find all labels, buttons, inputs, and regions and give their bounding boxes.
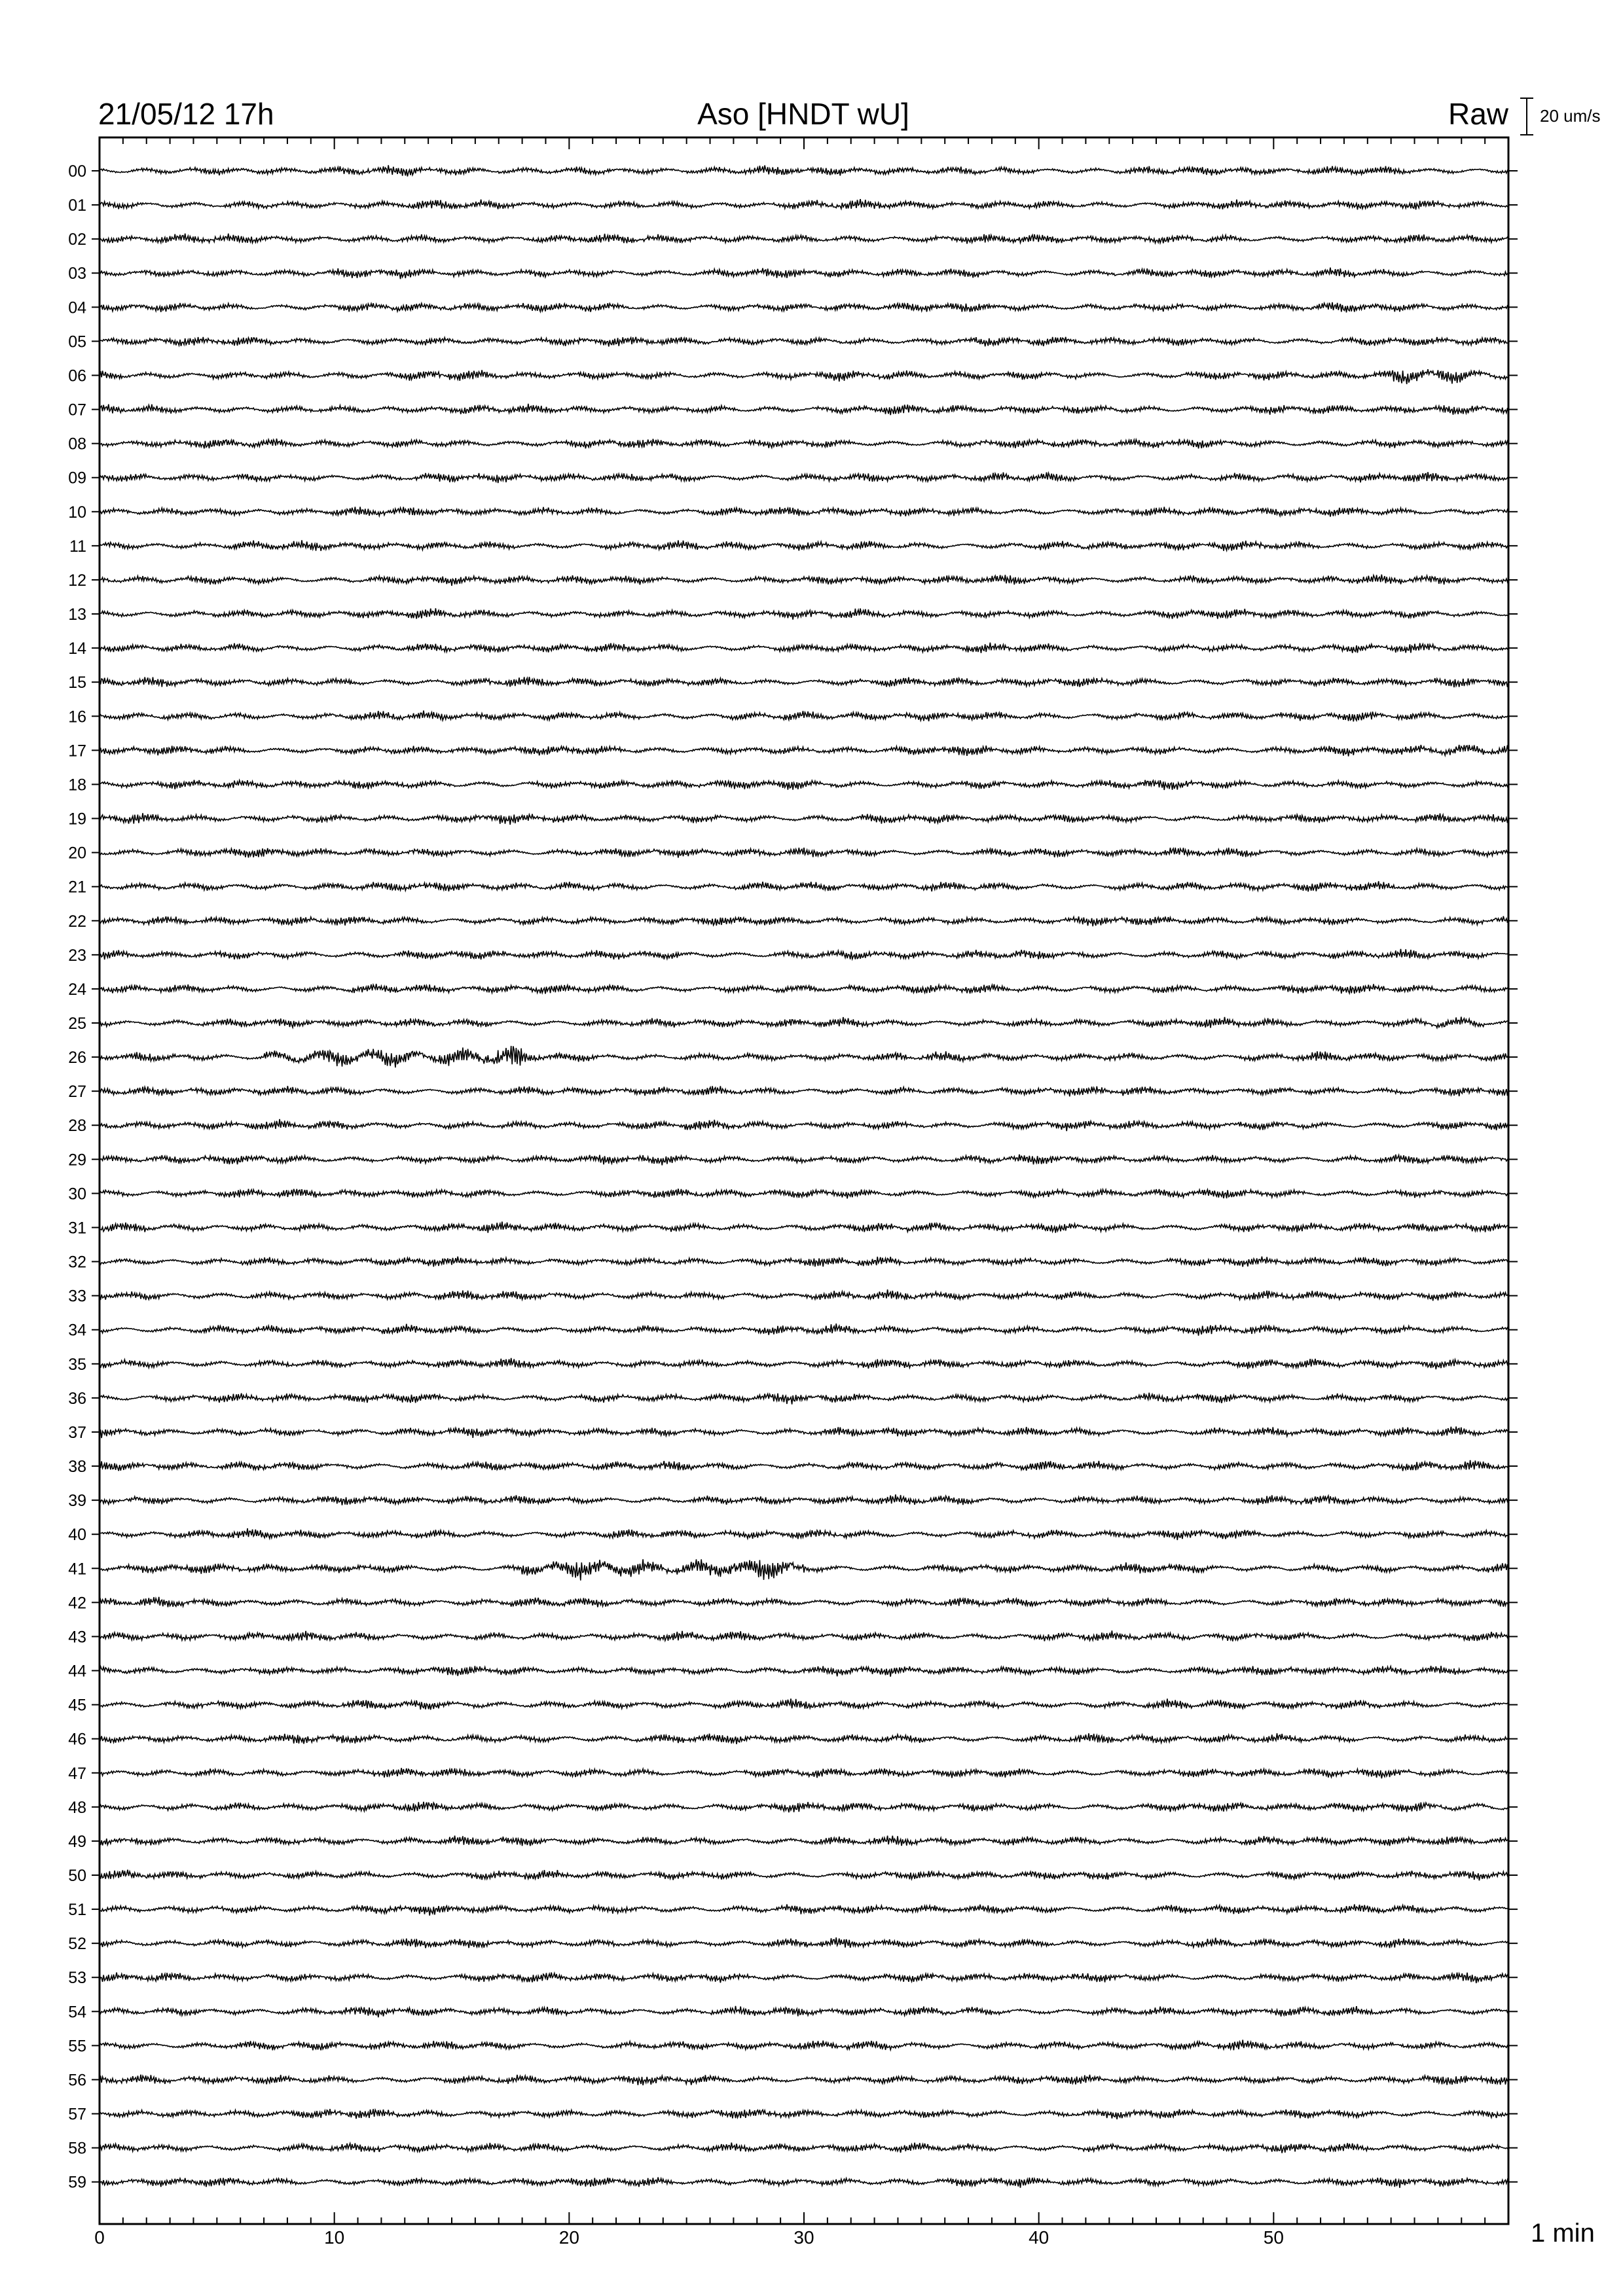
row-label: 07 bbox=[68, 401, 86, 420]
row-label: 51 bbox=[68, 1901, 86, 1920]
trace-row-07 bbox=[100, 404, 1508, 415]
row-label: 06 bbox=[68, 367, 86, 386]
x-axis-label: 1 min bbox=[1531, 2219, 1595, 2248]
row-label: 15 bbox=[68, 673, 86, 692]
row-label: 03 bbox=[68, 264, 86, 283]
row-label: 57 bbox=[68, 2105, 86, 2124]
row-label: 42 bbox=[68, 1594, 86, 1613]
trace-row-59 bbox=[100, 2178, 1508, 2188]
trace-row-44 bbox=[100, 1666, 1508, 1677]
row-label: 19 bbox=[68, 810, 86, 829]
row-label: 49 bbox=[68, 1832, 86, 1851]
trace-row-00 bbox=[100, 165, 1508, 176]
trace-row-48 bbox=[100, 1802, 1508, 1812]
row-label: 43 bbox=[68, 1628, 86, 1647]
row-label: 37 bbox=[68, 1423, 86, 1442]
trace-row-17 bbox=[100, 745, 1508, 757]
trace-row-12 bbox=[100, 575, 1508, 586]
trace-row-39 bbox=[100, 1494, 1508, 1505]
trace-row-04 bbox=[100, 302, 1508, 313]
row-label: 10 bbox=[68, 503, 86, 522]
trace-row-43 bbox=[100, 1630, 1508, 1641]
mode-label: Raw bbox=[1448, 97, 1508, 131]
row-label: 54 bbox=[68, 2003, 86, 2022]
row-label: 53 bbox=[68, 1969, 86, 1988]
row-label: 13 bbox=[68, 605, 86, 624]
x-tick-labels bbox=[94, 2227, 1284, 2248]
row-label: 35 bbox=[68, 1355, 86, 1374]
trace-row-41 bbox=[100, 1559, 1508, 1580]
row-label: 00 bbox=[68, 162, 86, 181]
x-tick-label: 40 bbox=[1029, 2227, 1049, 2248]
trace-row-34 bbox=[100, 1323, 1508, 1335]
row-label: 47 bbox=[68, 1764, 86, 1783]
trace-row-46 bbox=[100, 1733, 1508, 1744]
row-label: 48 bbox=[68, 1798, 86, 1817]
trace-row-58 bbox=[100, 2143, 1508, 2153]
trace-row-55 bbox=[100, 2040, 1508, 2051]
seismic-traces bbox=[100, 165, 1508, 2187]
row-label: 21 bbox=[68, 878, 86, 897]
row-label: 26 bbox=[68, 1049, 86, 1067]
row-label: 34 bbox=[68, 1321, 86, 1340]
trace-row-52 bbox=[100, 1937, 1508, 1948]
row-label: 18 bbox=[68, 776, 86, 795]
trace-row-20 bbox=[100, 848, 1508, 857]
row-label: 01 bbox=[68, 196, 86, 215]
trace-row-02 bbox=[100, 234, 1508, 244]
row-label: 08 bbox=[68, 435, 86, 454]
trace-row-40 bbox=[100, 1528, 1508, 1540]
row-label: 24 bbox=[68, 980, 86, 999]
x-tick-label: 0 bbox=[94, 2227, 105, 2248]
x-tick-label: 50 bbox=[1263, 2227, 1284, 2248]
datetime-label: 21/05/12 17h bbox=[98, 97, 274, 131]
row-label: 23 bbox=[68, 946, 86, 965]
trace-row-08 bbox=[100, 439, 1508, 448]
trace-row-23 bbox=[100, 949, 1508, 960]
trace-row-18 bbox=[100, 780, 1508, 790]
trace-row-31 bbox=[100, 1222, 1508, 1233]
trace-row-14 bbox=[100, 643, 1508, 653]
trace-row-03 bbox=[100, 268, 1508, 279]
row-label: 11 bbox=[69, 537, 86, 556]
trace-row-51 bbox=[100, 1905, 1508, 1916]
row-label: 46 bbox=[68, 1730, 86, 1749]
trace-row-56 bbox=[100, 2075, 1508, 2085]
row-labels bbox=[68, 162, 86, 2192]
row-label: 38 bbox=[68, 1458, 86, 1477]
row-ticks bbox=[92, 171, 1518, 2182]
row-label: 22 bbox=[68, 912, 86, 931]
amplitude-scale-bar bbox=[1520, 98, 1601, 135]
trace-row-01 bbox=[100, 199, 1508, 209]
trace-row-38 bbox=[100, 1460, 1508, 1471]
row-label: 32 bbox=[68, 1253, 86, 1272]
trace-row-29 bbox=[100, 1155, 1508, 1166]
row-label: 25 bbox=[68, 1014, 86, 1033]
trace-row-22 bbox=[100, 916, 1508, 927]
trace-row-24 bbox=[100, 984, 1508, 994]
trace-row-28 bbox=[100, 1119, 1508, 1131]
row-label: 17 bbox=[68, 742, 86, 761]
trace-row-25 bbox=[100, 1017, 1508, 1028]
trace-row-21 bbox=[100, 881, 1508, 891]
trace-row-05 bbox=[100, 337, 1508, 347]
trace-row-26 bbox=[100, 1046, 1508, 1067]
row-label: 30 bbox=[68, 1185, 86, 1204]
trace-row-47 bbox=[100, 1768, 1508, 1778]
trace-row-49 bbox=[100, 1836, 1508, 1846]
row-label: 33 bbox=[68, 1287, 86, 1306]
row-label: 12 bbox=[68, 571, 86, 590]
trace-row-30 bbox=[100, 1189, 1508, 1198]
row-label: 28 bbox=[68, 1117, 86, 1136]
trace-row-10 bbox=[100, 507, 1508, 516]
trace-row-50 bbox=[100, 1870, 1508, 1881]
trace-row-54 bbox=[100, 2006, 1508, 2017]
trace-row-32 bbox=[100, 1257, 1508, 1267]
row-label: 09 bbox=[68, 469, 86, 488]
trace-row-06 bbox=[100, 369, 1508, 384]
trace-row-36 bbox=[100, 1393, 1508, 1405]
row-label: 58 bbox=[68, 2139, 86, 2158]
x-tick-label: 30 bbox=[793, 2227, 814, 2248]
trace-row-11 bbox=[100, 540, 1508, 550]
row-label: 27 bbox=[68, 1083, 86, 1102]
trace-row-13 bbox=[100, 608, 1508, 619]
trace-row-16 bbox=[100, 711, 1508, 722]
row-label: 44 bbox=[68, 1662, 86, 1681]
row-label: 02 bbox=[68, 230, 86, 249]
row-label: 29 bbox=[68, 1151, 86, 1170]
row-label: 40 bbox=[68, 1526, 86, 1545]
row-label: 55 bbox=[68, 2037, 86, 2056]
x-tick-label: 20 bbox=[558, 2227, 579, 2248]
station-title: Aso [HNDT wU] bbox=[697, 97, 909, 131]
row-label: 31 bbox=[68, 1219, 86, 1238]
trace-row-53 bbox=[100, 1973, 1508, 1983]
row-label: 20 bbox=[68, 844, 86, 863]
row-label: 59 bbox=[68, 2173, 86, 2192]
trace-row-19 bbox=[100, 813, 1508, 825]
row-label: 52 bbox=[68, 1935, 86, 1954]
row-label: 16 bbox=[68, 708, 86, 726]
row-label: 14 bbox=[68, 639, 86, 658]
row-label: 04 bbox=[68, 298, 86, 317]
row-label: 41 bbox=[68, 1560, 86, 1579]
trace-row-33 bbox=[100, 1289, 1508, 1300]
x-tick-label: 10 bbox=[324, 2227, 345, 2248]
row-label: 36 bbox=[68, 1389, 86, 1408]
trace-row-35 bbox=[100, 1358, 1508, 1369]
trace-row-37 bbox=[100, 1427, 1508, 1439]
trace-row-45 bbox=[100, 1698, 1508, 1710]
row-label: 39 bbox=[68, 1492, 86, 1511]
trace-row-27 bbox=[100, 1086, 1508, 1096]
trace-row-57 bbox=[100, 2109, 1508, 2119]
row-label: 45 bbox=[68, 1696, 86, 1715]
trace-row-42 bbox=[100, 1597, 1508, 1607]
row-label: 05 bbox=[68, 332, 86, 351]
row-label: 56 bbox=[68, 2071, 86, 2090]
row-label: 50 bbox=[68, 1867, 86, 1885]
scale-label: 20 um/s bbox=[1540, 106, 1601, 126]
trace-row-09 bbox=[100, 472, 1508, 483]
trace-row-15 bbox=[100, 677, 1508, 687]
